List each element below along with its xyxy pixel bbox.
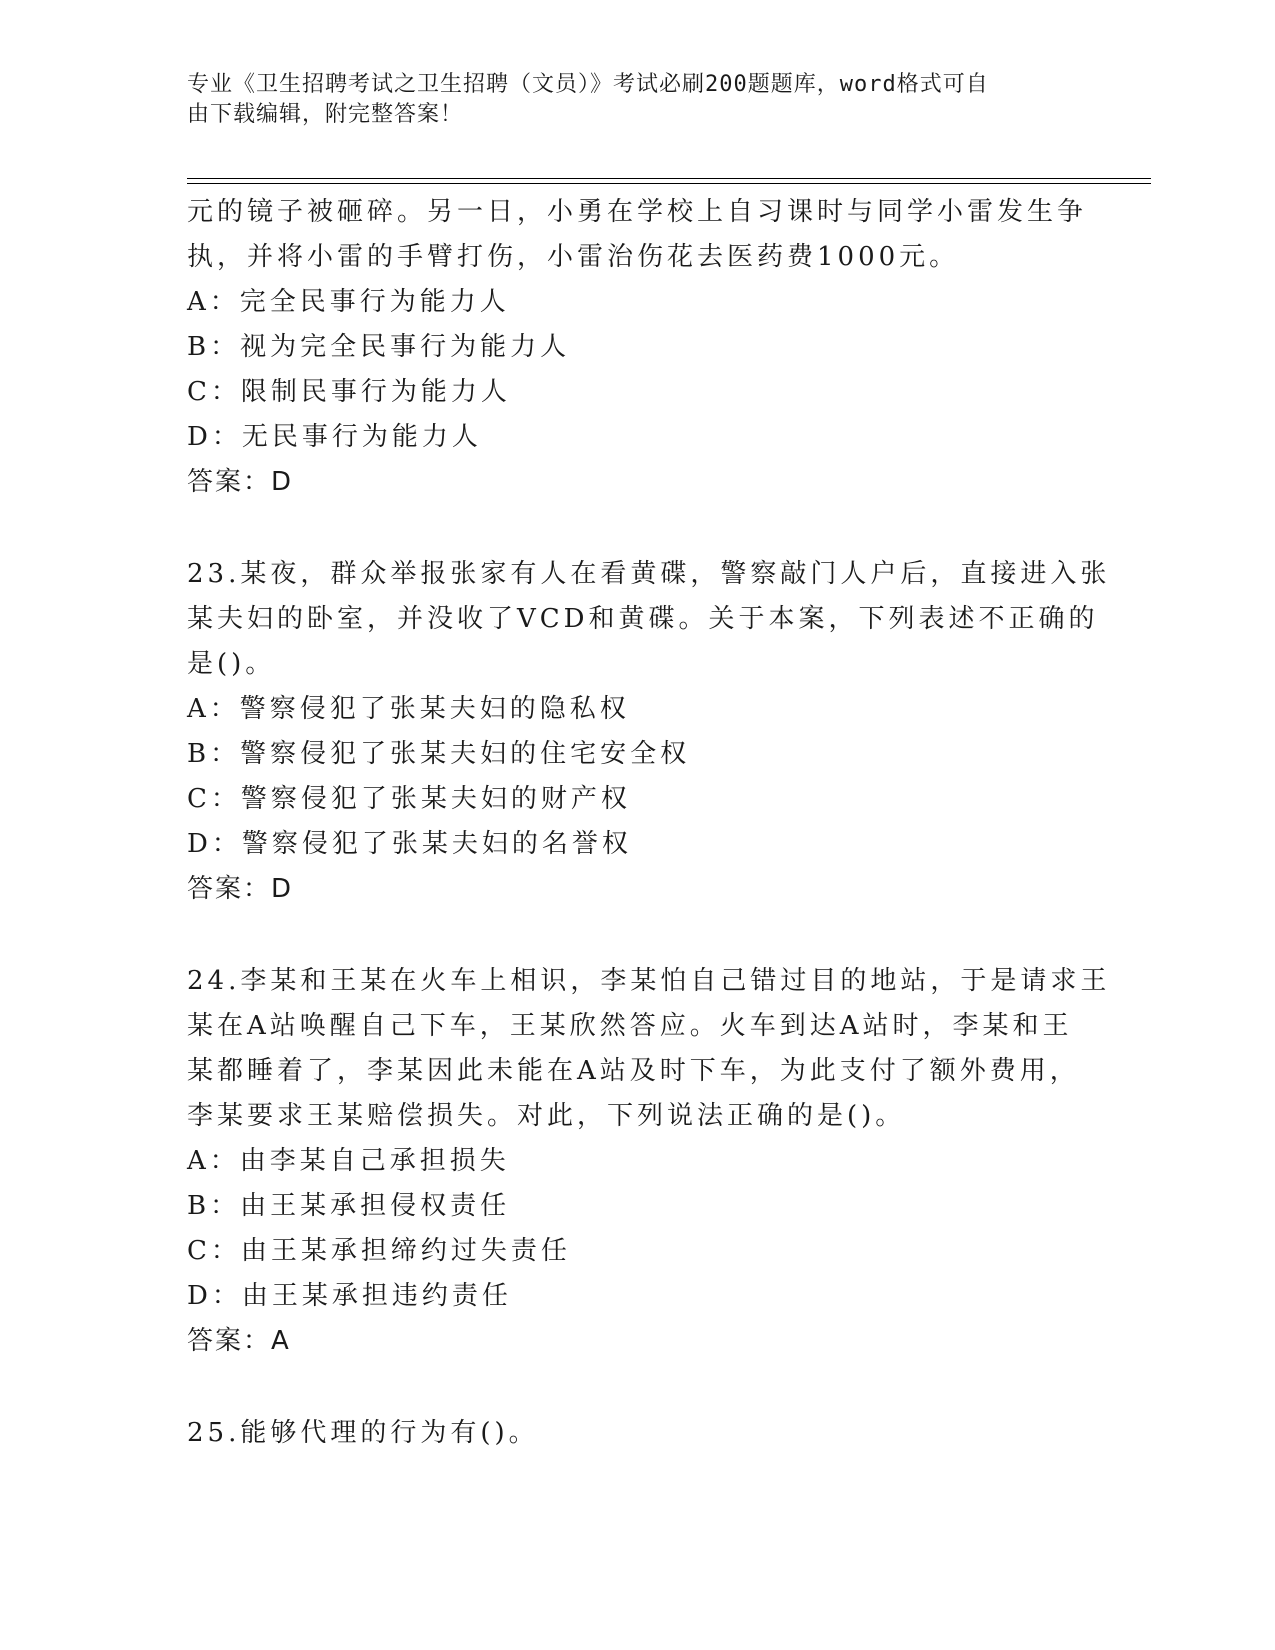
question-text-line: 某夫妇的卧室，并没收了VCD和黄碟。关于本案，下列表述不正确的 [187, 604, 1099, 634]
question-text-line: 元的镜子被砸碎。另一日，小勇在学校上自习课时与同学小雷发生争 [187, 197, 1088, 227]
option-c: C：由王某承担缔约过失责任 [187, 1236, 571, 1266]
answer-line: 答案：D [187, 467, 294, 497]
header-line-1: 专业《卫生招聘考试之卫生招聘（文员）》考试必刷200题题库，word格式可自 [187, 72, 989, 97]
question-text-line: 李某要求王某赔偿损失。对此，下列说法正确的是()。 [187, 1101, 906, 1131]
question-text-line: 24.李某和王某在火车上相识，李某怕自己错过目的地站，于是请求王 [187, 966, 1111, 996]
option-d: D：警察侵犯了张某夫妇的名誉权 [187, 829, 632, 859]
option-b: B：由王某承担侵权责任 [187, 1191, 511, 1221]
option-a: A：由李某自己承担损失 [187, 1146, 510, 1176]
option-b: B：警察侵犯了张某夫妇的住宅安全权 [187, 739, 691, 769]
question-text-line: 25.能够代理的行为有()。 [187, 1418, 539, 1448]
page-header [187, 70, 1087, 130]
option-b: B：视为完全民事行为能力人 [187, 332, 571, 362]
question-text-line: 是()。 [187, 649, 276, 679]
option-d: D：由王某承担违约责任 [187, 1281, 512, 1311]
question-content [187, 190, 1111, 1456]
question-text-line: 某都睡着了，李某因此未能在A站及时下车，为此支付了额外费用， [187, 1056, 1080, 1086]
question-22 [187, 190, 1087, 505]
answer-line: 答案：D [187, 874, 294, 904]
option-d: D：无民事行为能力人 [187, 422, 482, 452]
option-a: A：警察侵犯了张某夫妇的隐私权 [187, 694, 630, 724]
option-c: C：限制民事行为能力人 [187, 377, 511, 407]
header-divider-bottom [187, 183, 1151, 184]
question-23 [187, 552, 1111, 912]
question-text-line: 执，并将小雷的手臂打伤，小雷治伤花去医药费1000元。 [187, 242, 960, 272]
option-c: C：警察侵犯了张某夫妇的财产权 [187, 784, 631, 814]
answer-line: 答案：A [187, 1326, 291, 1356]
option-a: A：完全民事行为能力人 [187, 287, 510, 317]
header-line-2: 由下载编辑，附完整答案！ [187, 102, 464, 127]
question-24 [187, 959, 1111, 1364]
header-divider-top [187, 178, 1151, 179]
question-text-line: 某在A站唤醒自己下车，王某欣然答应。火车到达A站时，李某和王 [187, 1011, 1073, 1041]
question-text-line: 23.某夜，群众举报张家有人在看黄碟，警察敲门人户后，直接进入张 [187, 559, 1111, 589]
question-25 [187, 1411, 1087, 1456]
